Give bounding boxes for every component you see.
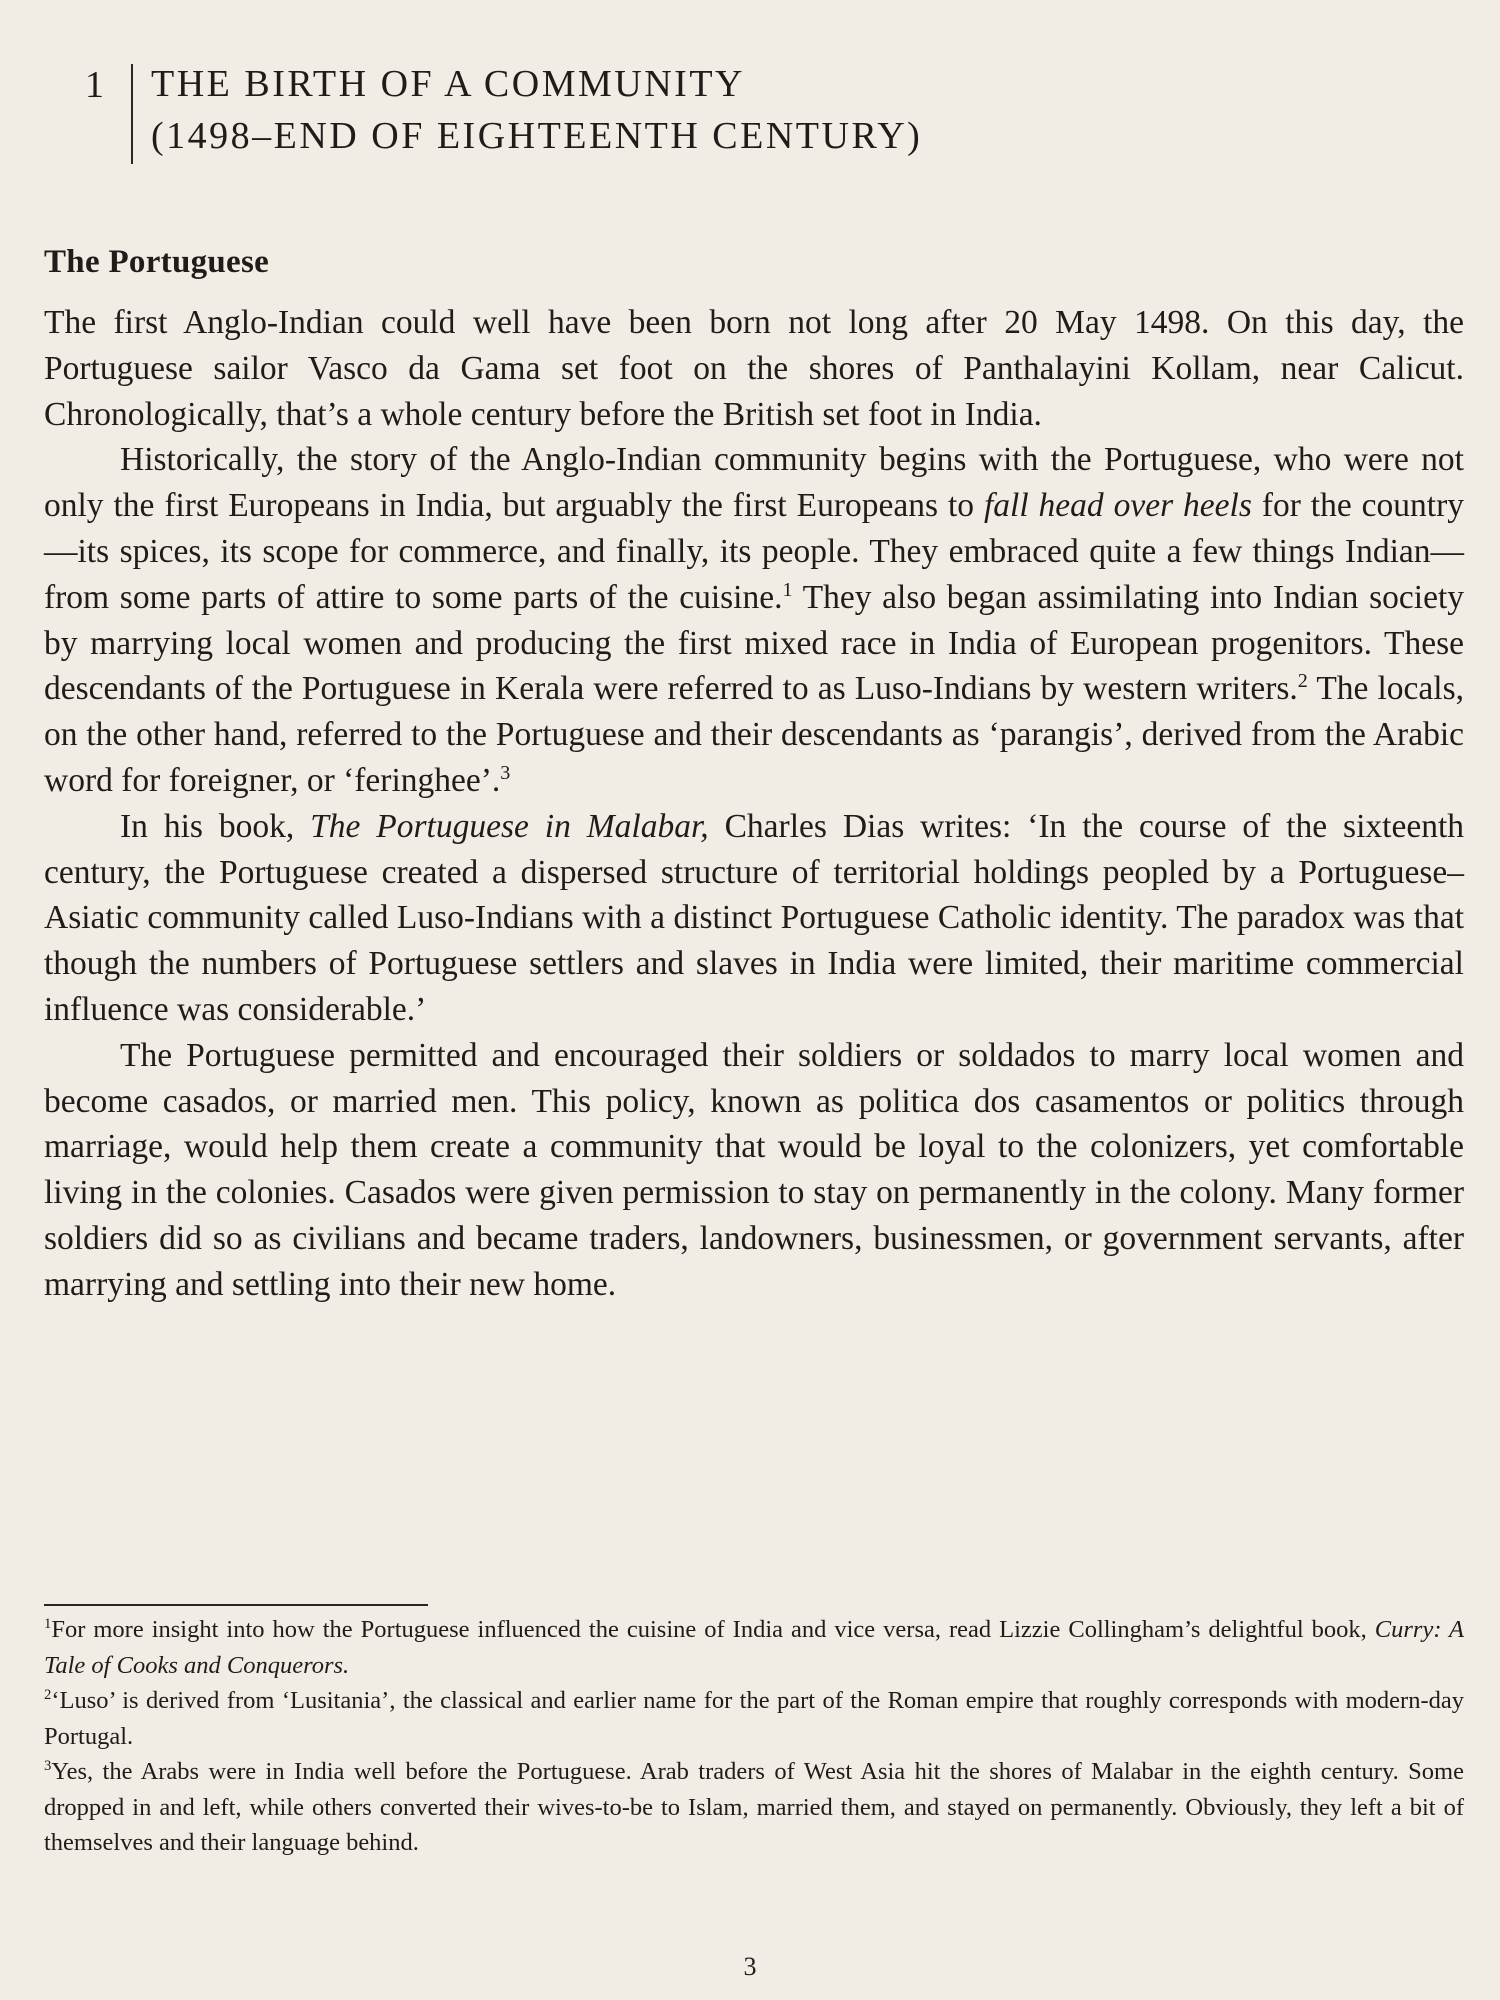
paragraph-2: Historically, the story of the Anglo-Indian community begins with the Portuguese, who were not only the first Europeans in India, but arguably the first Europeans to fall head over heels for the country—its spices, its scope for commerce, and finally, its people. They embraced quite a few things Indian—from some parts of attire to some parts of the cuisine.$^1$ They also began assimilating into Indian society by marrying local women and producing the first mixed race in India of European progenitors. These descendants of the Portuguese in Kerala were referred to as Luso-Indians by western writers.$^2$ The locals, on the other hand, referred to the Portuguese and their descendants as ‘parangis’, derived from the Arabic word for foreigner, or ‘feringhee’.$^3$ — [44, 441, 1464, 799]
paragraph-1: The first Anglo-Indian could well have been born not long after 20 May 1498. On this day, the Portuguese sailor Vasco da Gama set foot on the shores of Panthalayini Kollam, near Calicut. Chronologically, that’s a whole century before the British set foot in India. — [44, 304, 1464, 433]
chapter-number: 1 — [85, 64, 104, 106]
paragraph-3: In his book, The Portuguese in Malabar, Charles Dias writes: ‘In the course of the sixteenth century, the Portuguese created a dispersed structure of territorial holdings peopled by a Portuguese–Asiatic community called Luso-Indians with a distinct Portuguese Catholic identity. The paradox was that though the numbers of Portuguese settlers and slaves in India were limited, their maritime commercial influence was considerable.’ — [44, 807, 1464, 1028]
footnote-ref-3: 3 — [500, 761, 511, 784]
body-text — [44, 300, 1464, 1308]
footnote-ref-1: 1 — [782, 578, 793, 601]
section-heading: The Portuguese — [44, 244, 270, 280]
footnote-2: $^2$‘Luso’ is derived from ‘Lusitania’, the classical and earlier name for the part of the Roman empire that roughly corresponds with modern-day Portugal. — [44, 1686, 1464, 1750]
chapter-title-line-2: (1498–END OF EIGHTEENTH CENTURY) — [151, 115, 923, 157]
chapter-heading — [85, 58, 922, 164]
paragraph-4: The Portuguese permitted and encouraged their soldiers or soldados to marry local women and become casados, or married men. This policy, known as politica dos casamentos or politics through marriage, would help them create a community that would be loyal to the colonizers, yet comfortable living in the colonies. Casados were given permission to stay on permanently in the colony. Many former soldiers did so as civilians and became traders, landowners, businessmen, or government servants, after marrying and settling into their new home. — [44, 1036, 1464, 1303]
footnote-3: $^3$Yes, the Arabs were in India well before the Portuguese. Arab traders of West Asia hit the shores of Malabar in the eighth century. Some dropped in and left, while others converted their wives-to-be to Islam, married them, and stayed on permanently. Obviously, they left a bit of themselves and their language behind. — [44, 1757, 1464, 1856]
footnote-ref-2: 2 — [1297, 670, 1308, 693]
chapter-divider — [131, 64, 133, 164]
footnote-1: $^1$For more insight into how the Portuguese influenced the cuisine of India and vice versa, read Lizzie Collingham’s delightful book, Curry: A Tale of Cooks and Conquerors. — [44, 1615, 1464, 1679]
chapter-title — [151, 58, 922, 162]
page-number: 3 — [743, 1952, 757, 1981]
footnote-divider — [44, 1604, 428, 1606]
footnotes — [44, 1612, 1464, 1861]
chapter-title-line-1: THE BIRTH OF A COMMUNITY — [151, 63, 745, 105]
